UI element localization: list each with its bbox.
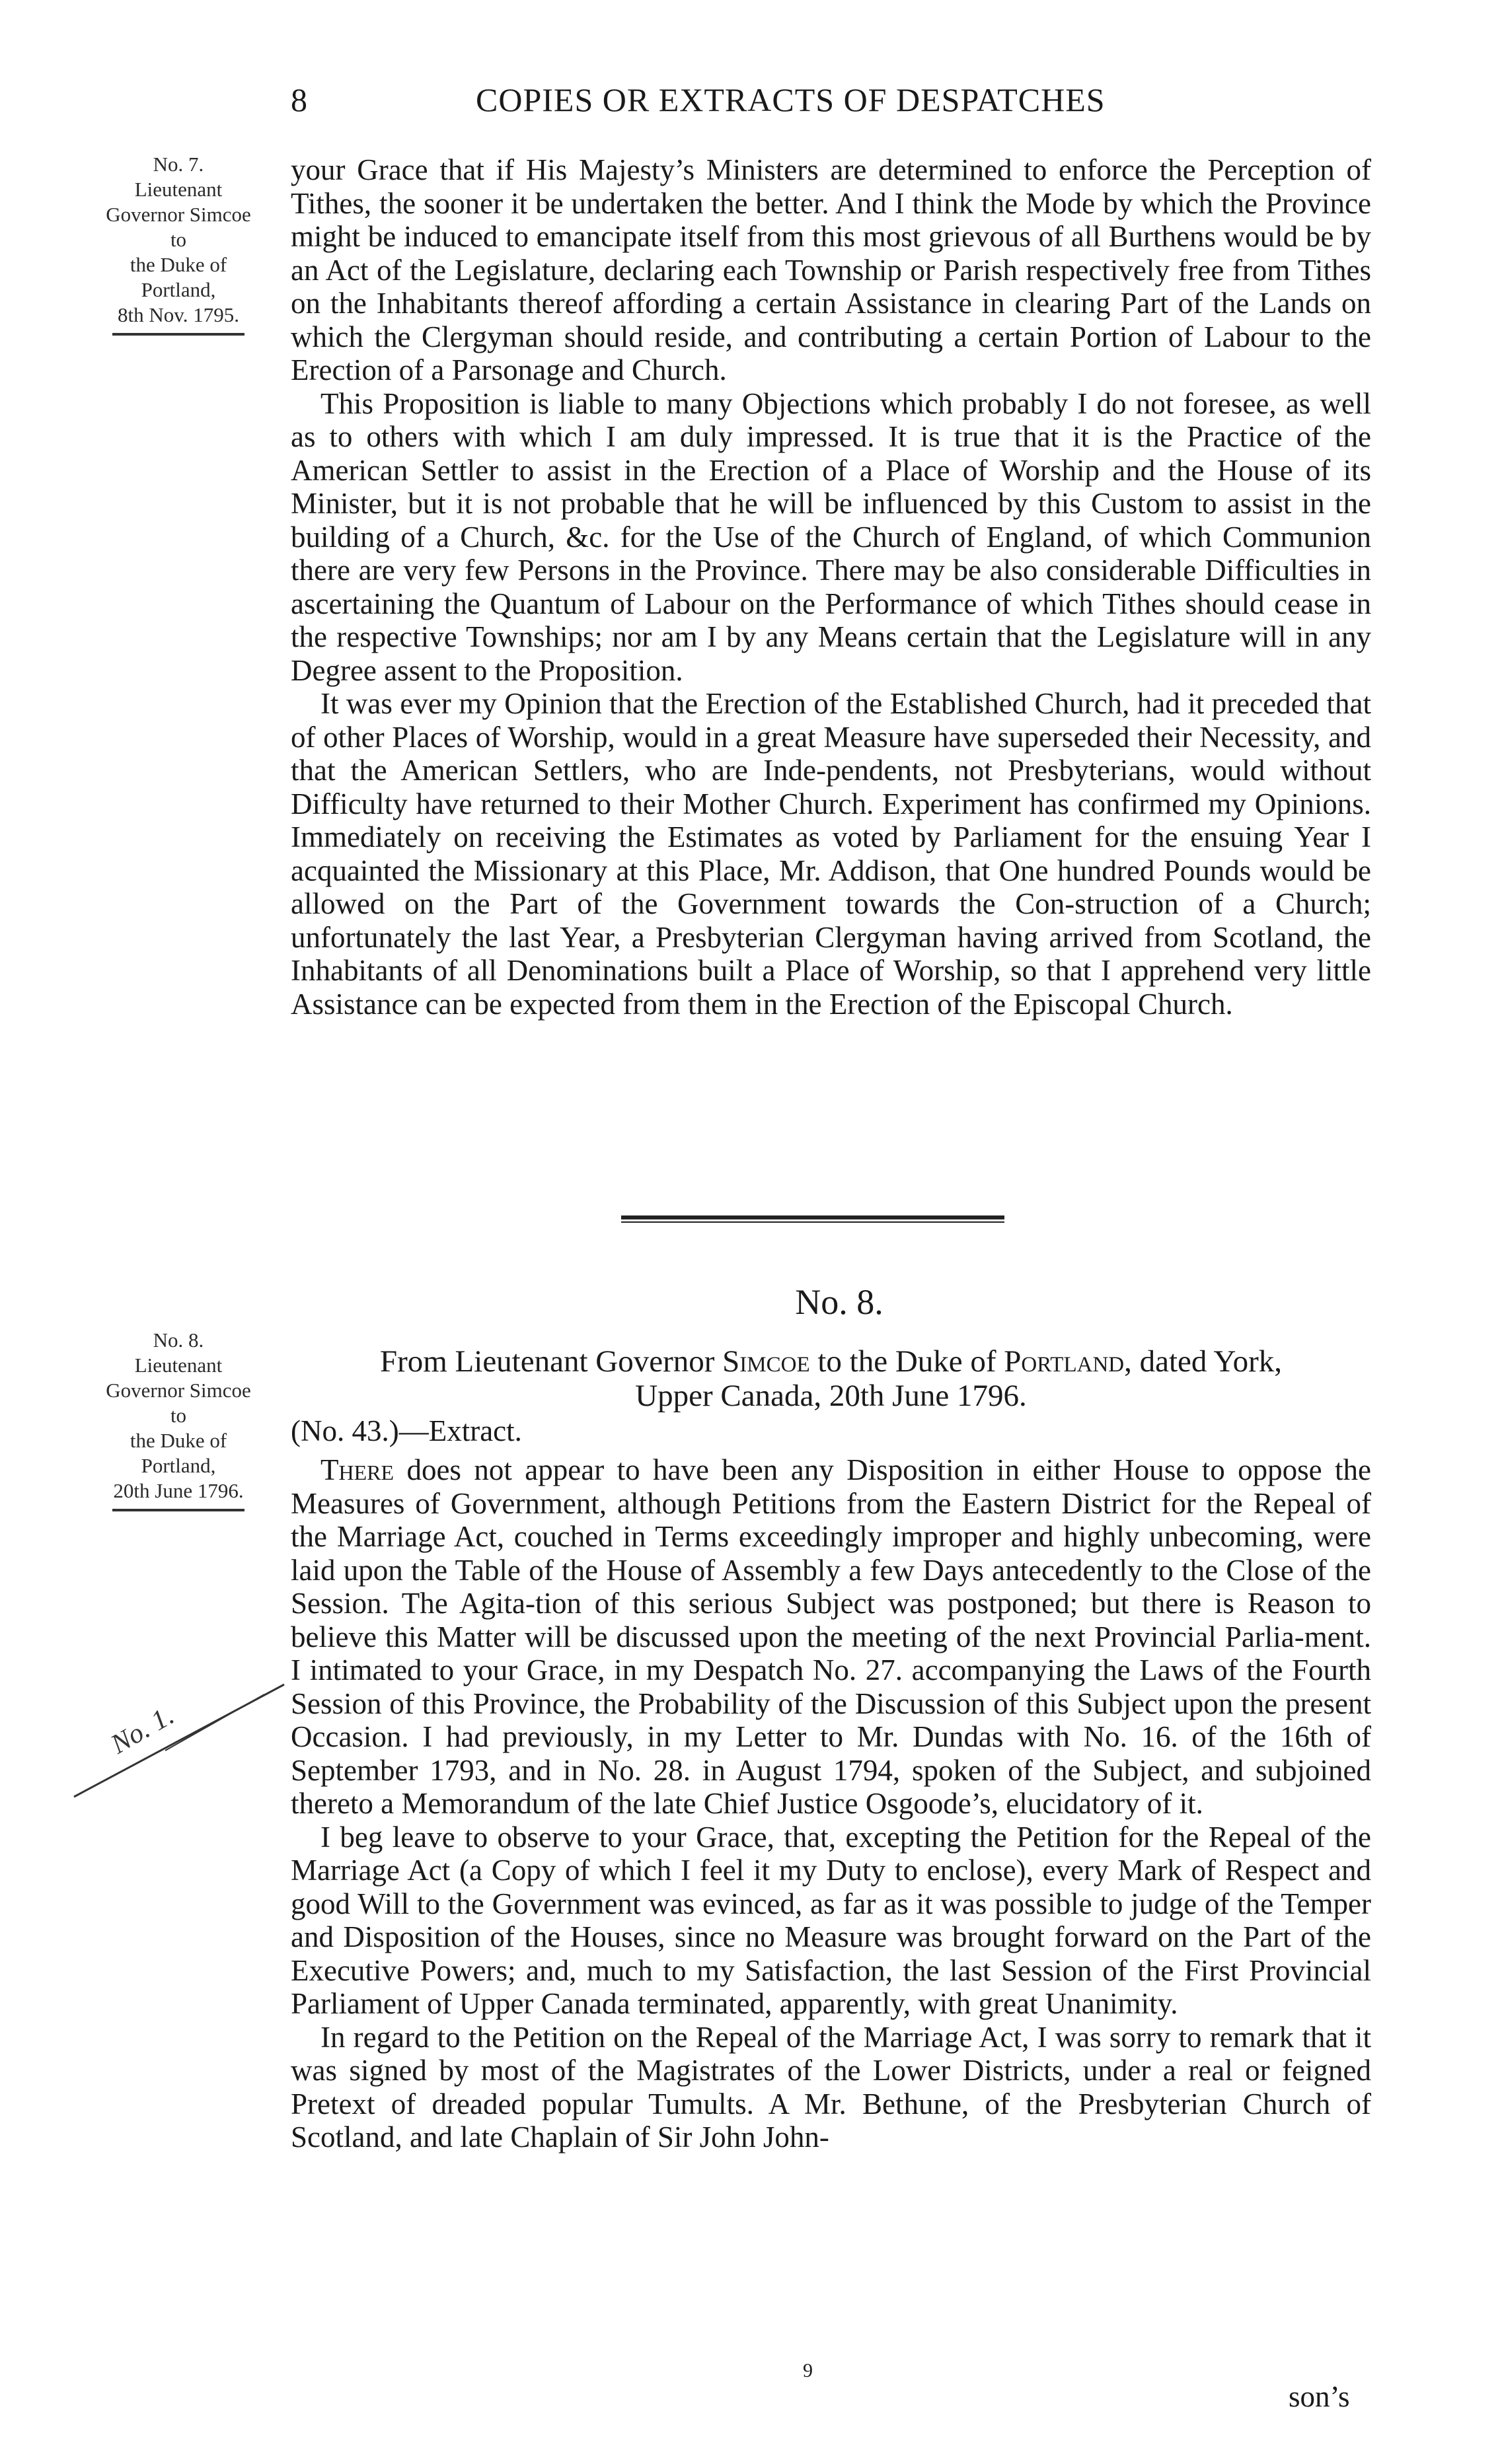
paragraph-text: does not appear to have been any Disposition in either House to oppose the Measures of Government, although Petitions from the Eastern District for the Repeal of the Marriage Act, couched in Terms exceedingly improper and highly unbecoming, were laid upon the Table of the House of Assembly a few Days antecedently to the Close of the Session. The Agita-tion of this serious Subject was postponed; but there is Reason to believe this Matter will be discussed upon the meeting of the next Provincial Parlia-ment. I intimated to your Grace, in my Despatch No. 27. accompanying the Laws of the Fourth Session of this Province, the Probability of the Discussion of this Subject upon the present Occasion. I had previously, in my Letter to Mr. Dundas with No. 16. of the 16th of September 1793, and in No. 28. in August 1794, spoken of the Subject, and subjoined thereto a Memorandum of the late Chief Justice Osgoode’s, elucidatory of it. [291, 1453, 1371, 1820]
paragraph: I beg leave to observe to your Grace, that, excepting the Petition for the Repeal of the Marriage Act (a Copy of which I feel it my Duty to enclose), every Mark of Respect and good Will to the Government was evinced, as far as it was possible to judge of the Temper and Disposition of the Houses, since no Measure was brought forward on the Part of the Executive Powers; and, much to my Satisfaction, the last Session of the First Provincial Parliament of Upper Canada terminated, apparently, with great Unanimity. [291, 1820, 1371, 2020]
annotation-text: No. 1. [106, 1700, 180, 1760]
despatch-heading-line-1 [291, 1344, 1371, 1379]
paragraph [291, 1453, 1371, 1821]
margin-note-line: to [170, 228, 187, 251]
recipient-name: Portland [1004, 1344, 1125, 1379]
section-2-text [291, 1453, 1371, 2154]
page-number: 8 [291, 81, 307, 118]
sender-name: Simcoe [722, 1344, 810, 1379]
heading-text: to the Duke of [809, 1344, 1004, 1379]
section-1-text [291, 153, 1371, 1021]
margin-note-line: No. 8. [153, 1328, 204, 1352]
margin-note-line: the Duke of [130, 253, 227, 276]
margin-note-line: Portland, [141, 1454, 216, 1477]
handwritten-annotation [66, 1671, 291, 1803]
divider-thin-line [621, 1221, 1004, 1223]
margin-note-line: No. 7. [153, 153, 204, 176]
margin-rule [112, 1509, 244, 1511]
margin-note-line: Lieutenant [134, 1354, 223, 1377]
margin-note-line: 20th June 1796. [113, 1479, 244, 1502]
catchword: son’s [1289, 2380, 1350, 2413]
heading-text: , dated York, [1124, 1344, 1283, 1379]
margin-note-no-8 [63, 1328, 294, 1511]
margin-note-line: 8th Nov. 1795. [118, 303, 239, 326]
annotation-lines [66, 1671, 291, 1803]
drop-word: There [320, 1453, 394, 1486]
extract-label: (No. 43.)—Extract. [291, 1414, 522, 1447]
paragraph: your Grace that if His Majesty’s Ministers are determined to enforce the Perception of Tithes, the sooner it be undertaken the better. And I think the Mode by which the Province might be induced to emancipate itself from this most grievous of all Burthens would be by an Act of the Legislature, declaring each Township or Parish respectively free from Tithes on the Inhabitants thereof affording a certain Assistance in clearing Part of the Lands on which the Clergyman should reside, and contributing a certain Portion of Labour to the Erection of a Parsonage and Church. [291, 153, 1371, 386]
heading-text: From Lieutenant Governor [379, 1344, 723, 1379]
margin-note-line: the Duke of [130, 1429, 227, 1452]
divider-thick-line [621, 1215, 1004, 1219]
margin-note-line: Governor Simcoe [106, 203, 251, 226]
page-header [278, 81, 1401, 127]
paragraph: This Proposition is liable to many Objections which probably I do not foresee, as well as to others with which I am duly impressed. It is true that it is the Practice of the American Settler to assist in the Erection of a Place of Worship and the House of its Minister, but it is not probable that he will be influenced by this Custom to assist in the building of a Church, &c. for the Use of the Church of England, of which Communion there are very few Persons in the Province. There may be also considerable Difficulties in ascertaining the Quantum of Labour on the Performance of which Tithes should cease in the respective Townships; nor am I by any Means certain that the Legislature will in any Degree assent to the Proposition. [291, 386, 1371, 687]
margin-note-line: Lieutenant [134, 178, 223, 201]
margin-note-line: Portland, [141, 278, 216, 301]
despatch-heading-line-2: Upper Canada, 20th June 1796. [635, 1379, 1027, 1413]
running-title: COPIES OR EXTRACTS OF DESPATCHES [476, 81, 1106, 118]
margin-rule [112, 333, 244, 336]
margin-note-line: Governor Simcoe [106, 1379, 251, 1402]
section-divider [621, 1215, 1004, 1225]
margin-note-line: to [170, 1404, 187, 1427]
signature-mark: 9 [803, 2360, 813, 2381]
paragraph: In regard to the Petition on the Repeal of the Marriage Act, I was sorry to remark that it was signed by most of the Magistrates of the Lower Districts, under a real or feigned Pretext of dreaded popular Tumults. A Mr. Bethune, of the Presbyterian Church of Scotland, and late Chaplain of Sir John John- [291, 2020, 1371, 2154]
paragraph: It was ever my Opinion that the Erection of the Established Church, had it preceded that of other Places of Worship, would in a great Measure have superseded their Necessity, and that the American Settlers, who are Inde-pendents, not Presbyterians, would without Difficulty have returned to their Mother Church. Experiment has confirmed my Opinions. Immediately on receiving the Estimates as voted by Parliament for the ensuing Year I acquainted the Missionary at this Place, Mr. Addison, that One hundred Pounds would be allowed on the Part of the Government towards the Con-struction of a Church; unfortunately the last Year, a Presbyterian Clergyman having arrived from Scotland, the Inhabitants of all Denominations built a Place of Worship, so that I apprehend very little Assistance can be expected from them in the Erection of the Episcopal Church. [291, 687, 1371, 1021]
despatch-heading [291, 1344, 1371, 1413]
margin-note-no-7 [63, 152, 294, 336]
section-heading-no-8: No. 8. [795, 1282, 883, 1322]
